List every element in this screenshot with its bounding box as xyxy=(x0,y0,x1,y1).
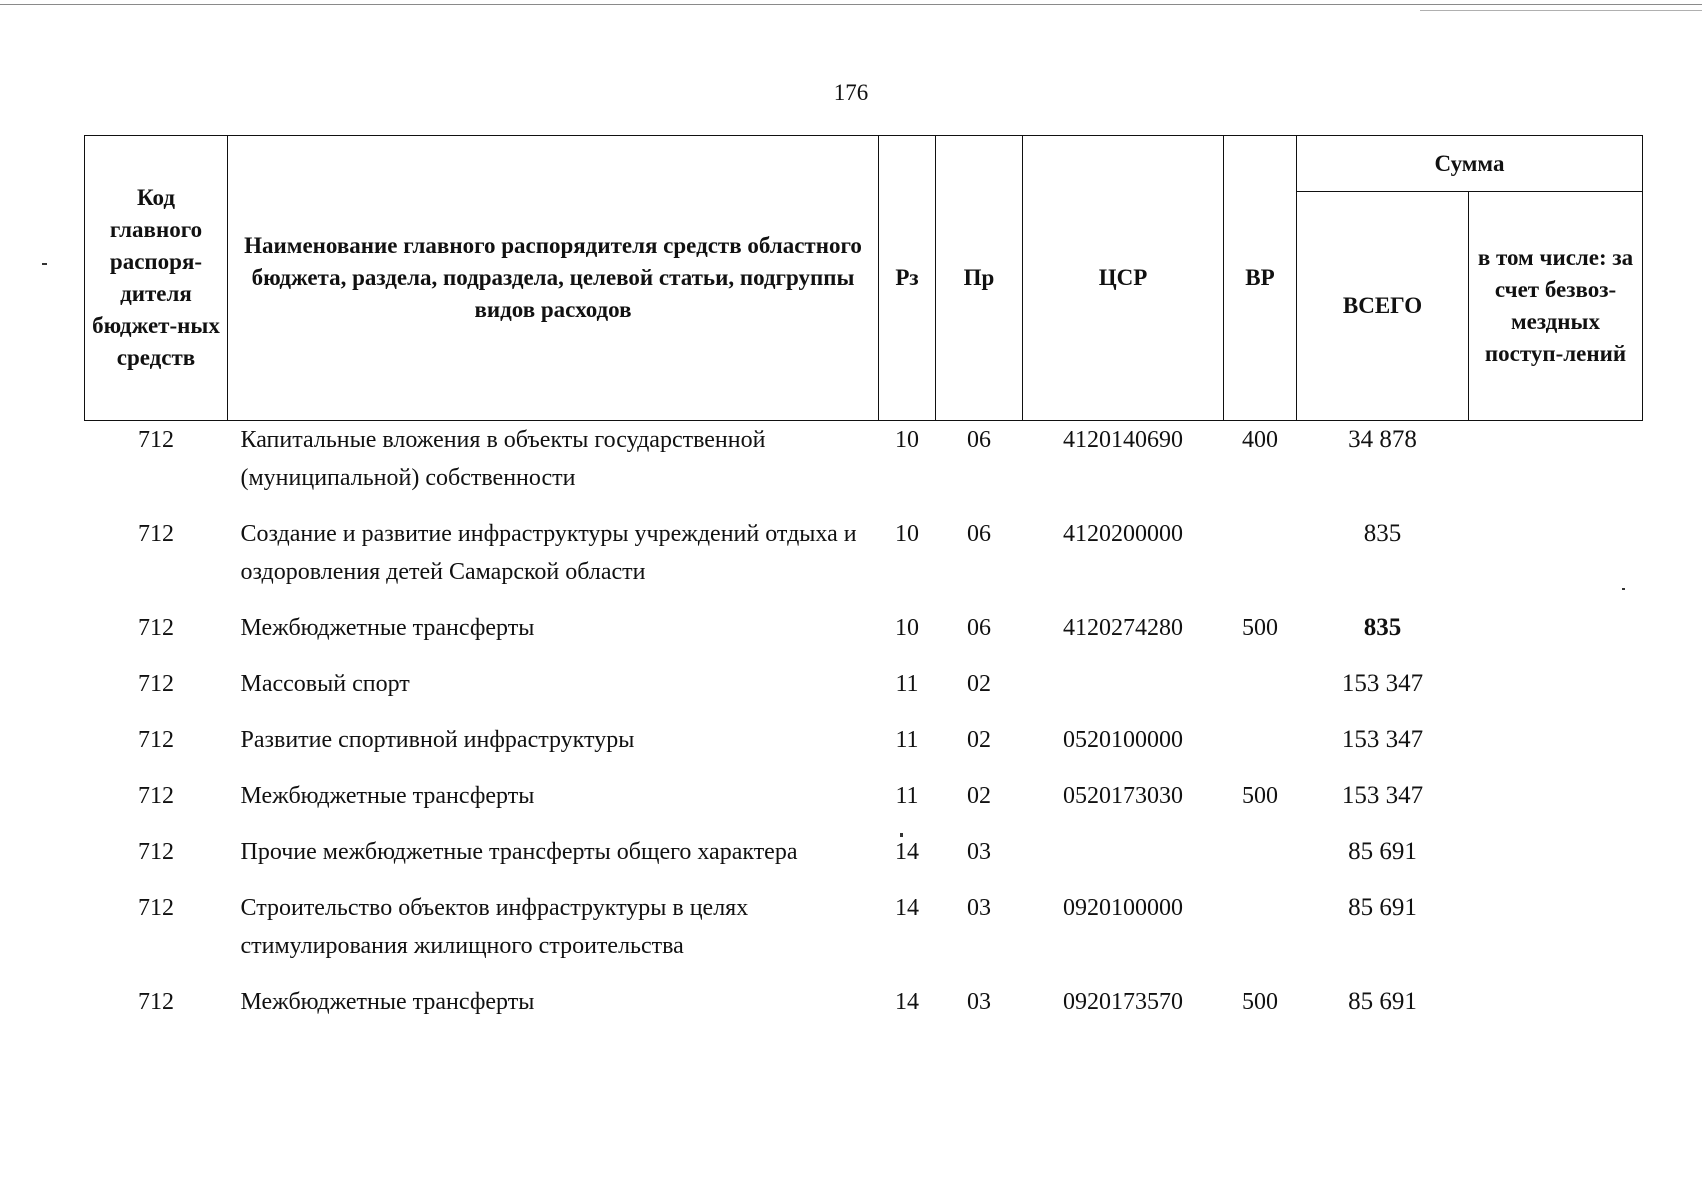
cell-csr xyxy=(1023,833,1224,889)
cell-rz: 10 xyxy=(895,615,919,641)
cell-total: 34 878 xyxy=(1348,426,1417,453)
cell-csr: 4120200000 xyxy=(1063,521,1183,547)
cell-total: 85 691 xyxy=(1348,838,1417,865)
header-code: Код главного распоря-дителя бюджет-ных средств xyxy=(85,136,228,421)
cell-incl xyxy=(1469,889,1643,983)
table-row xyxy=(85,983,1643,1039)
header-sum: Сумма xyxy=(1297,136,1643,192)
cell-name: Строительство объектов инфраструктуры в целях стимулирования жилищного строительства xyxy=(240,895,749,959)
cell-csr: 0520173030 xyxy=(1063,783,1183,809)
header-total: ВСЕГО xyxy=(1297,192,1469,421)
cell-code: 712 xyxy=(138,989,174,1015)
cell-name: Развитие спортивной инфраструктуры xyxy=(240,727,635,753)
cell-rz: 14 xyxy=(895,989,919,1015)
cell-total: 153 347 xyxy=(1341,726,1424,753)
cell-vr xyxy=(1224,665,1297,721)
cell-pr: 03 xyxy=(967,895,991,921)
cell-total: 835 xyxy=(1363,520,1402,547)
cell-pr: 06 xyxy=(967,615,991,641)
cell-rz: 14 xyxy=(895,895,919,921)
cell-pr: 06 xyxy=(967,427,991,453)
header-name: Наименование главного распорядителя средств областного бюджета, раздела, подраздела, целевой статьи, подгруппы видов расходов xyxy=(228,136,879,421)
cell-rz: 11 xyxy=(895,783,919,809)
cell-code: 712 xyxy=(138,727,174,753)
table-row xyxy=(85,889,1643,983)
cell-name: Создание и развитие инфраструктуры учреждений отдыха и оздоровления детей Самарской области xyxy=(240,521,857,585)
cell-vr xyxy=(1224,515,1297,609)
budget-table xyxy=(84,135,1643,1039)
cell-name: Межбюджетные трансферты xyxy=(240,989,535,1015)
scan-edge-line xyxy=(0,4,1702,5)
table-row xyxy=(85,421,1643,516)
cell-code: 712 xyxy=(138,895,174,921)
cell-pr: 02 xyxy=(967,727,991,753)
cell-csr: 0920100000 xyxy=(1063,895,1183,921)
cell-name: Прочие межбюджетные трансферты общего характера xyxy=(240,839,798,865)
header-vr: ВР xyxy=(1224,136,1297,421)
cell-rz: 10 xyxy=(895,521,919,547)
cell-csr: 0920173570 xyxy=(1063,989,1183,1015)
cell-rz: 10 xyxy=(895,427,919,453)
cell-rz: 11 xyxy=(895,727,919,753)
cell-vr xyxy=(1224,721,1297,777)
cell-incl xyxy=(1469,833,1643,889)
cell-vr: 500 xyxy=(1242,615,1278,641)
cell-pr: 02 xyxy=(967,671,991,697)
cell-total: 153 347 xyxy=(1341,670,1424,697)
table-row xyxy=(85,721,1643,777)
cell-pr: 02 xyxy=(967,783,991,809)
page-number: 176 xyxy=(833,80,869,105)
cell-csr: 0520100000 xyxy=(1063,727,1183,753)
cell-name: Межбюджетные трансферты xyxy=(240,783,535,809)
cell-csr xyxy=(1023,665,1224,721)
header-csr: ЦСР xyxy=(1023,136,1224,421)
cell-rz: 14 xyxy=(895,839,919,865)
cell-code: 712 xyxy=(138,783,174,809)
cell-code: 712 xyxy=(138,839,174,865)
cell-incl xyxy=(1469,777,1643,833)
cell-vr: 500 xyxy=(1242,989,1278,1015)
cell-name: Массовый спорт xyxy=(240,671,410,697)
header-rz: Рз xyxy=(879,136,936,421)
scan-edge-line xyxy=(1420,10,1702,11)
cell-vr: 500 xyxy=(1242,783,1278,809)
cell-pr: 03 xyxy=(967,839,991,865)
cell-total: 153 347 xyxy=(1341,782,1424,809)
cell-vr xyxy=(1224,889,1297,983)
cell-incl xyxy=(1469,515,1643,609)
header-incl: в том числе: за счет безвоз-мездных поступ-лений xyxy=(1469,192,1643,421)
table-row xyxy=(85,833,1643,889)
table-row xyxy=(85,515,1643,609)
cell-incl xyxy=(1469,665,1643,721)
cell-rz: 11 xyxy=(895,671,919,697)
cell-total: 835 xyxy=(1363,614,1402,641)
cell-name: Капитальные вложения в объекты государственной (муниципальной) собственности xyxy=(240,427,766,491)
cell-incl xyxy=(1469,609,1643,665)
cell-code: 712 xyxy=(138,671,174,697)
cell-vr: 400 xyxy=(1242,427,1278,453)
header-pr: Пр xyxy=(936,136,1023,421)
cell-code: 712 xyxy=(138,427,174,453)
cell-vr xyxy=(1224,833,1297,889)
cell-csr: 4120274280 xyxy=(1063,615,1183,641)
cell-csr: 4120140690 xyxy=(1063,427,1183,453)
cell-incl xyxy=(1469,983,1643,1039)
table-row xyxy=(85,665,1643,721)
cell-total: 85 691 xyxy=(1348,988,1417,1015)
table-row xyxy=(85,609,1643,665)
cell-incl xyxy=(1469,421,1643,516)
cell-total: 85 691 xyxy=(1348,894,1417,921)
cell-incl xyxy=(1469,721,1643,777)
cell-pr: 06 xyxy=(967,521,991,547)
cell-name: Межбюджетные трансферты xyxy=(240,615,535,641)
cell-code: 712 xyxy=(138,521,174,547)
cell-pr: 03 xyxy=(967,989,991,1015)
scan-speck xyxy=(42,263,47,265)
cell-code: 712 xyxy=(138,615,174,641)
table-row xyxy=(85,777,1643,833)
